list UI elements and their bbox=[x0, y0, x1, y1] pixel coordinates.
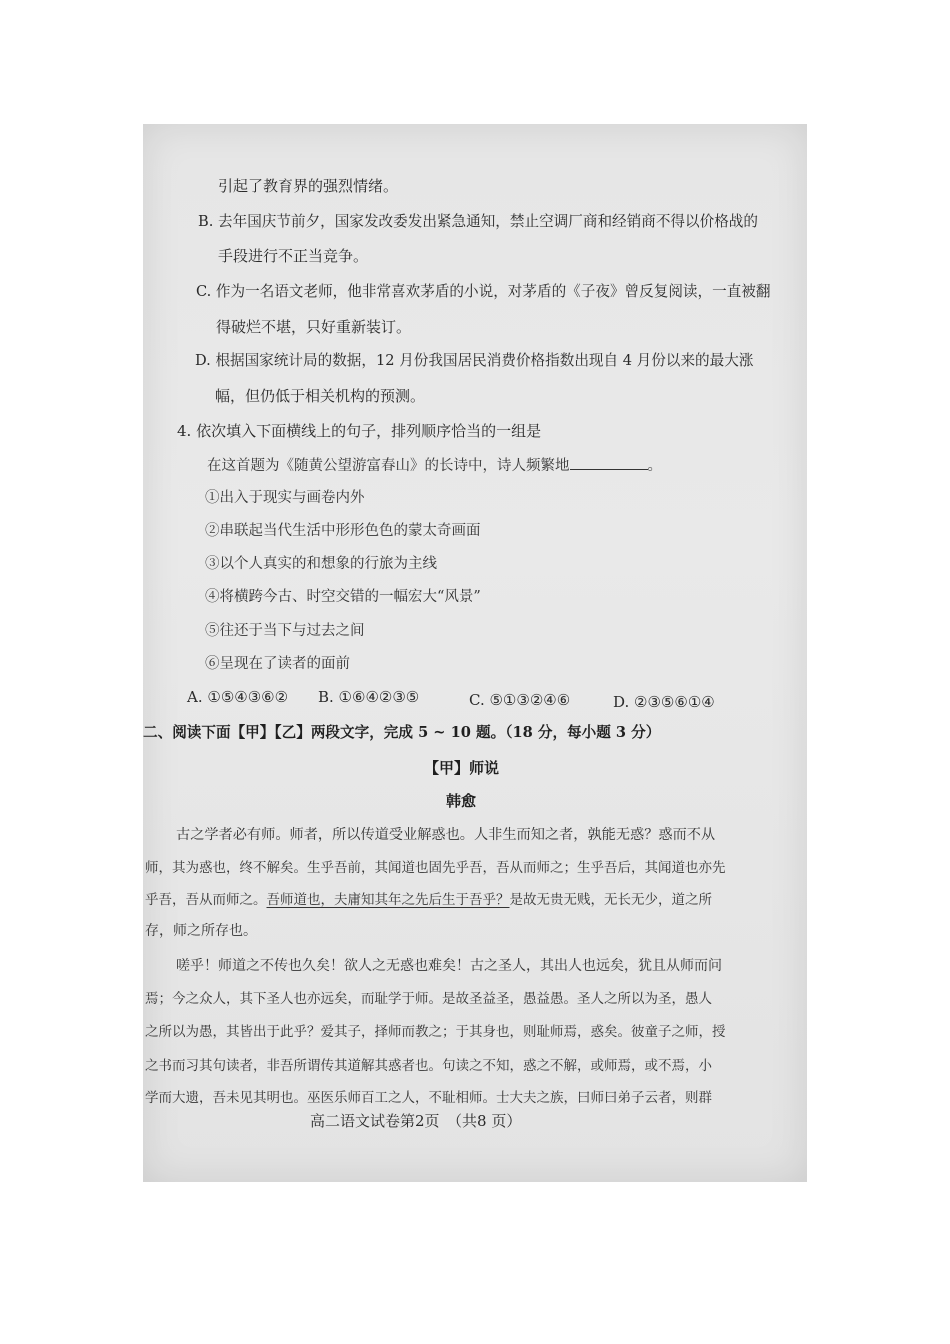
passage-p2-line3: 之所以为愚，其皆出于此乎？爱其子，择师而教之；于其身也，则耻师焉，惑矣。彼童子之师，授 bbox=[145, 1024, 726, 1040]
q4-option-a: A. ①⑤④③⑥② bbox=[187, 688, 289, 706]
passage-p1-line3-start: 乎吾，吾从而师之。 bbox=[145, 892, 267, 908]
underlined-sentence: 吾师道也，夫庸知其年之先后生于吾乎？ bbox=[266, 892, 510, 908]
fill-blank bbox=[570, 455, 648, 470]
q3-option-c-line1: C. 作为一名语文老师，他非常喜欢茅盾的小说，对茅盾的《子夜》曾反复阅读，一直被翻 bbox=[196, 283, 771, 300]
q4-item-2: ②串联起当代生活中形形色色的蒙太奇画面 bbox=[205, 523, 481, 539]
q4-stem: 4. 依次填入下面横线上的句子，排列顺序恰当的一组是 bbox=[177, 422, 542, 440]
q4-sentence bbox=[207, 455, 662, 476]
passage-p1-line4: 存，师之所存也。 bbox=[145, 923, 257, 939]
q4-option-d: D. ②③⑤⑥①④ bbox=[613, 693, 715, 711]
q4-item-3: ③以个人真实的和想象的行旅为主线 bbox=[205, 556, 437, 572]
passage-p1-line3 bbox=[145, 890, 712, 910]
passage-p1-line2: 师，其为惑也，终不解矣。生乎吾前，其闻道也固先乎吾，吾从而师之；生乎吾后，其闻道也亦先 bbox=[145, 860, 726, 876]
section-2-heading: 二、阅读下面【甲】【乙】两段文字，完成 5 ~ 10 题。（18 分，每小题 3 分） bbox=[143, 724, 661, 741]
passage-title: 【甲】师说 bbox=[424, 759, 500, 777]
q4-option-c: C. ⑤①③②④⑥ bbox=[469, 691, 571, 709]
q3-option-d-line1: D. 根据国家统计局的数据，12 月份我国居民消费价格指数出现自 4 月份以来的最大涨 bbox=[195, 352, 754, 369]
q4-sentence-end: 。 bbox=[647, 458, 662, 474]
q4-item-4: ④将横跨今古、时空交错的一幅宏大“风景” bbox=[205, 589, 481, 605]
q4-item-1: ①出入于现实与画卷内外 bbox=[205, 490, 365, 506]
passage-p1-line3-end: 是故无贵无贱，无长无少，道之所 bbox=[509, 892, 712, 908]
q4-option-b: B. ①⑥④②③⑤ bbox=[318, 688, 420, 706]
q3-continuation-line: 引起了教育界的强烈情绪。 bbox=[218, 177, 399, 195]
q4-item-5: ⑤往还于当下与过去之间 bbox=[205, 623, 365, 639]
q3-option-d-line2: 幅，但仍低于相关机构的预测。 bbox=[215, 387, 426, 405]
q3-option-b-line2: 手段进行不正当竞争。 bbox=[218, 247, 369, 265]
q3-option-c-line2: 得破烂不堪，只好重新装订。 bbox=[216, 318, 412, 336]
q4-sentence-text: 在这首题为《随黄公望游富春山》的长诗中，诗人频繁地 bbox=[207, 458, 570, 474]
passage-author: 韩愈 bbox=[446, 792, 477, 810]
q4-item-6: ⑥呈现在了读者的面前 bbox=[205, 656, 350, 672]
q3-option-b-line1: B. 去年国庆节前夕，国家发改委发出紧急通知，禁止空调厂商和经销商不得以价格战的 bbox=[198, 213, 758, 230]
passage-p2-line4: 之书而习其句读者，非吾所谓传其道解其惑者也。句读之不知，惑之不解，或师焉，或不焉，小 bbox=[145, 1058, 712, 1074]
passage-p2-line1: 嗟乎！师道之不传也久矣！欲人之无惑也难矣！古之圣人，其出人也远矣，犹且从师而问 bbox=[176, 958, 722, 974]
passage-p1-line1: 古之学者必有师。师者，所以传道受业解惑也。人非生而知之者，孰能无惑？惑而不从 bbox=[176, 827, 716, 843]
exam-page bbox=[143, 124, 807, 1182]
page-footer: 高二语文试卷第2页 （共8 页） bbox=[310, 1112, 522, 1130]
passage-p2-line5: 学而大遗，吾未见其明也。巫医乐师百工之人，不耻相师。士大夫之族，曰师曰弟子云者，则群 bbox=[145, 1090, 712, 1106]
passage-p2-line2: 焉；今之众人，其下圣人也亦远矣，而耻学于师。是故圣益圣，愚益愚。圣人之所以为圣，愚人 bbox=[145, 991, 712, 1007]
